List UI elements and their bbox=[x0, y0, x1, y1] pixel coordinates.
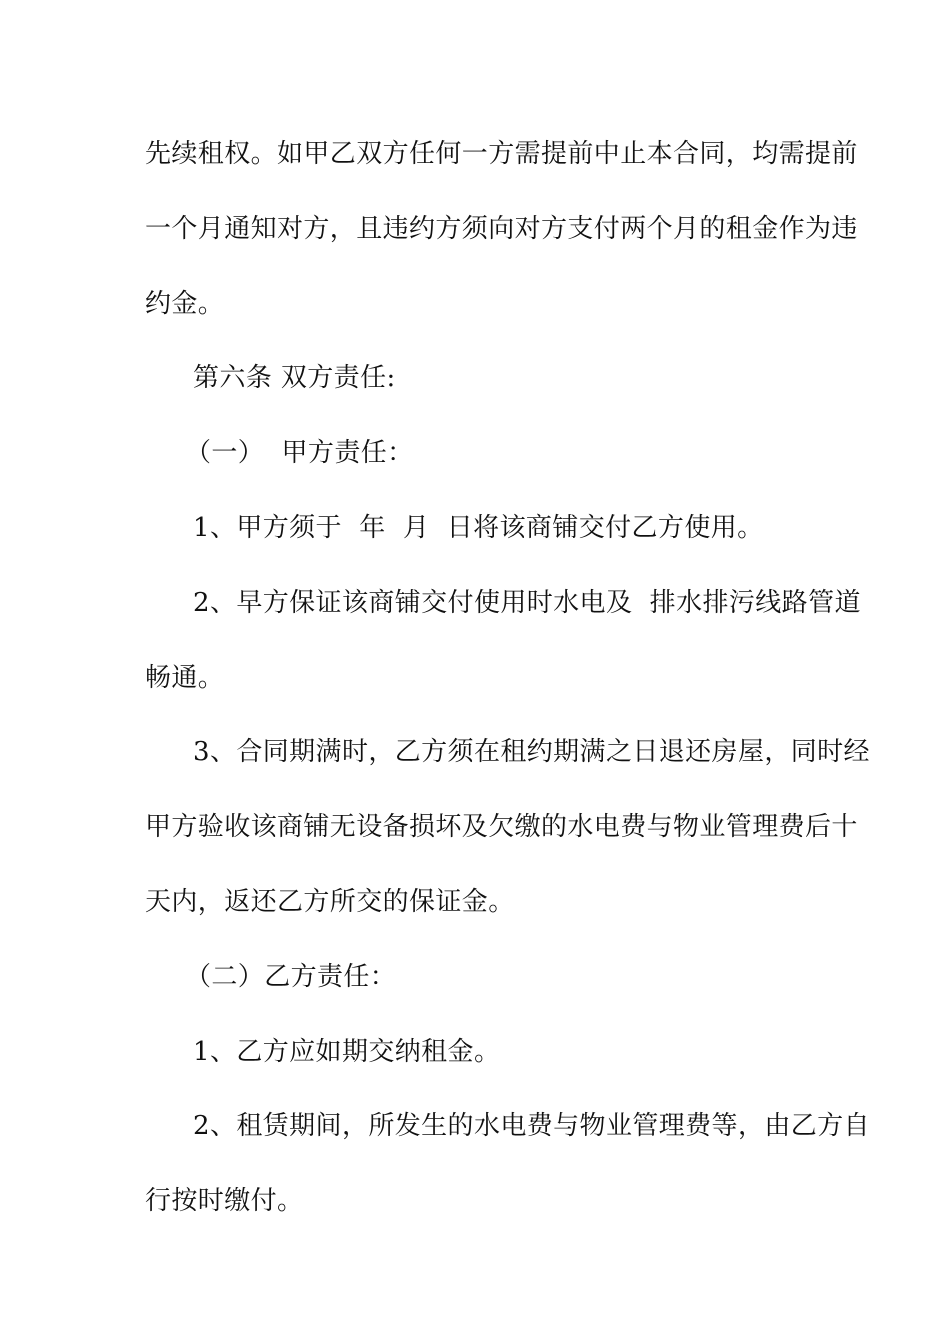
text-line: 2、早方保证该商铺交付使用时水电及 排水排污线路管道 bbox=[193, 587, 861, 618]
text-line: （二）乙方责任： bbox=[185, 961, 397, 992]
text-line: 甲方验收该商铺无设备损坏及欠缴的水电费与物业管理费后十 bbox=[145, 812, 858, 843]
contract-text-body bbox=[145, 126, 870, 1248]
text-line: 畅通。 bbox=[145, 662, 225, 693]
text-line: （一） 甲方责任： bbox=[185, 438, 414, 469]
text-line: 1、乙方应如期交纳租金。 bbox=[193, 1036, 501, 1067]
text-line: 行按时缴付。 bbox=[145, 1186, 304, 1217]
text-line: 第六条 双方责任: bbox=[193, 363, 396, 394]
text-line: 2、租赁期间，所发生的水电费与物业管理费等，由乙方自 bbox=[193, 1111, 870, 1142]
text-line: 一个月通知对方，且违约方须向对方支付两个月的租金作为违 bbox=[145, 213, 858, 244]
text-line: 约金。 bbox=[145, 288, 225, 319]
text-line: 3、合同期满时，乙方须在租约期满之日退还房屋，同时经 bbox=[193, 737, 870, 768]
text-line: 1、甲方须于 年 月 日将该商铺交付乙方使用。 bbox=[193, 512, 764, 543]
text-line: 先续租权。如甲乙双方任何一方需提前中止本合同，均需提前 bbox=[145, 139, 858, 169]
text-line: 天内，返还乙方所交的保证金。 bbox=[145, 886, 515, 917]
